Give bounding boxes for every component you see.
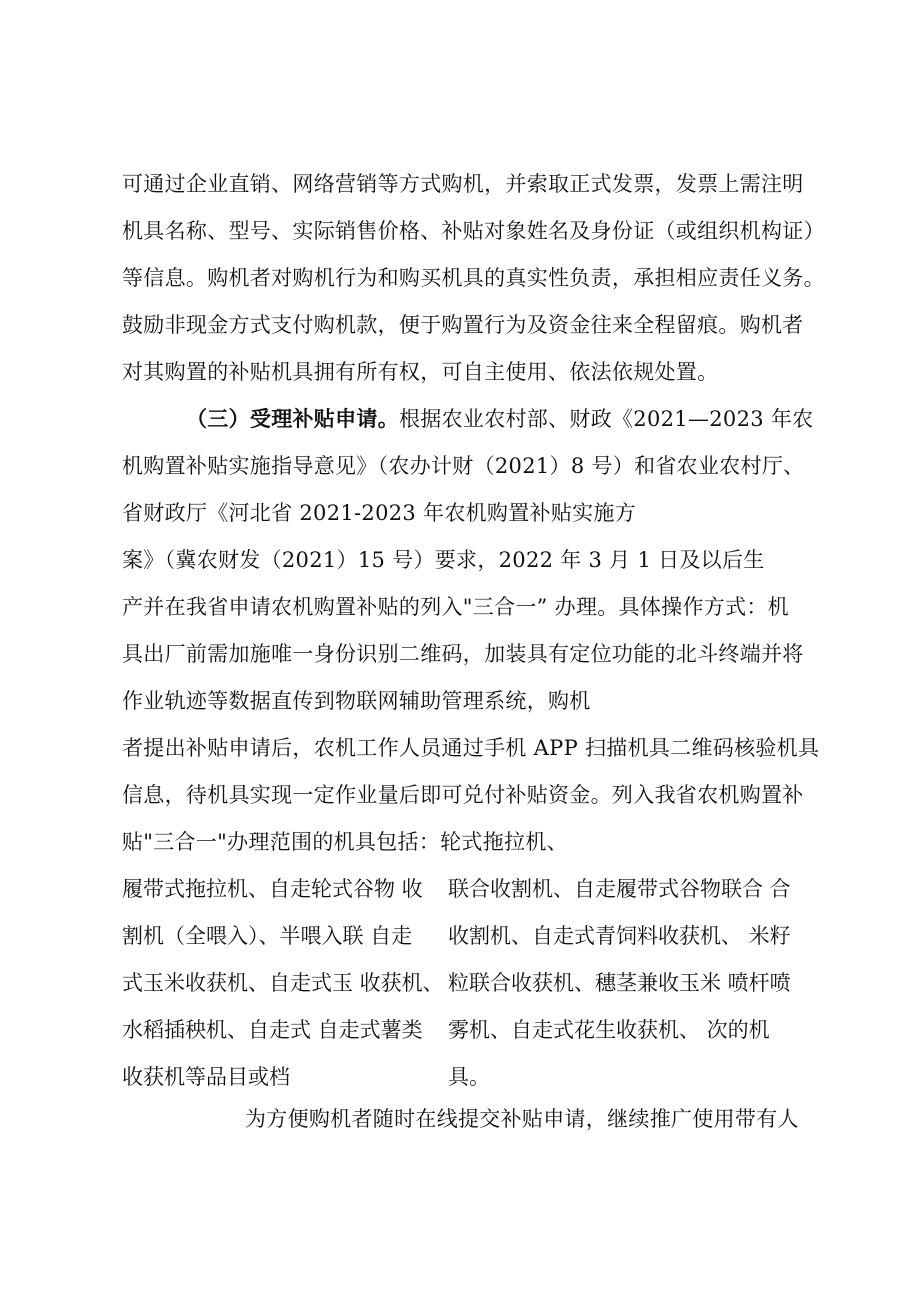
section-3-line-10: 贴"三合一"办理范围的机具包括：轮式拖拉机、 <box>122 830 568 854</box>
section-3-line-1-text: 根据农业农村部、财政《2021—2023 年农 <box>399 407 814 431</box>
right-col-line-3: 粒联合收获机、穗茎兼收玉米 喷杆喷 <box>448 971 791 995</box>
section-3-line-2: 机购置补贴实施指导意见》（农办计财（2021）8 号）和省农业农村厅、 <box>122 454 805 478</box>
body-line-5: 对其购置的补贴机具拥有所有权，可自主使用、依法依规处置。 <box>122 360 719 384</box>
section-3-line-3: 省财政厅《河北省 2021-2023 年农机购置补贴实施方 <box>122 501 637 525</box>
section-3-line-9: 信息，待机具实现一定作业量后即可兑付补贴资金。列入我省农机购置补 <box>122 783 804 807</box>
left-col-line-1: 履带式拖拉机、自走轮式谷物 收 <box>122 877 423 901</box>
section-3-line-8: 者提出补贴申请后，农机工作人员通过手机 APP 扫描机具二维码核验机具 <box>122 736 820 760</box>
right-col-line-5: 具。 <box>448 1065 490 1089</box>
body-line-3: 等信息。购机者对购机行为和购买机具的真实性负责，承担相应责任义务。 <box>122 266 825 290</box>
section-3-heading: （三）受理补贴申请。 <box>186 406 399 431</box>
right-col-line-1: 联合收割机、自走履带式谷物联合 合 <box>448 877 791 901</box>
section-3-first-line <box>186 405 813 433</box>
body-line-4: 鼓励非现金方式支付购机款，便于购置行为及资金往来全程留痕。购机者 <box>122 313 804 337</box>
section-3-line-7: 作业轨迹等数据直传到物联网辅助管理系统，购机 <box>122 689 591 713</box>
body-line-2: 机具名称、型号、实际销售价格、补贴对象姓名及身份证（或组织机构证） <box>122 219 825 243</box>
right-col-line-4: 雾机、自走式花生收获机、 次的机 <box>448 1018 770 1042</box>
left-col-line-5: 收获机等品目或档 <box>122 1065 290 1089</box>
closing-line: 为方便购机者随时在线提交补贴申请，继续推广使用带有人 <box>245 1107 799 1131</box>
section-3-line-5: 产并在我省申请农机购置补贴的列入"三合一” 办理。具体操作方式：机 <box>122 595 789 619</box>
left-col-line-3: 式玉米收获机、自走式玉 收获机、 <box>122 971 444 995</box>
section-3-line-4: 案》（冀农财发（2021）15 号）要求，2022 年 3 月 1 日及以后生 <box>122 548 765 572</box>
right-col-line-2: 收割机、自走式青饲料收获机、 米籽 <box>448 924 791 948</box>
section-3-line-6: 具出厂前需加施唯一身份识别二维码，加装具有定位功能的北斗终端并将 <box>122 642 804 666</box>
left-col-line-4: 水稻插秧机、自走式 自走式薯类 <box>122 1018 423 1042</box>
body-line-1: 可通过企业直销、网络营销等方式购机，并索取正式发票，发票上需注明 <box>122 172 804 196</box>
left-col-line-2: 割机（全喂入）、半喂入联 自走 <box>122 924 413 948</box>
